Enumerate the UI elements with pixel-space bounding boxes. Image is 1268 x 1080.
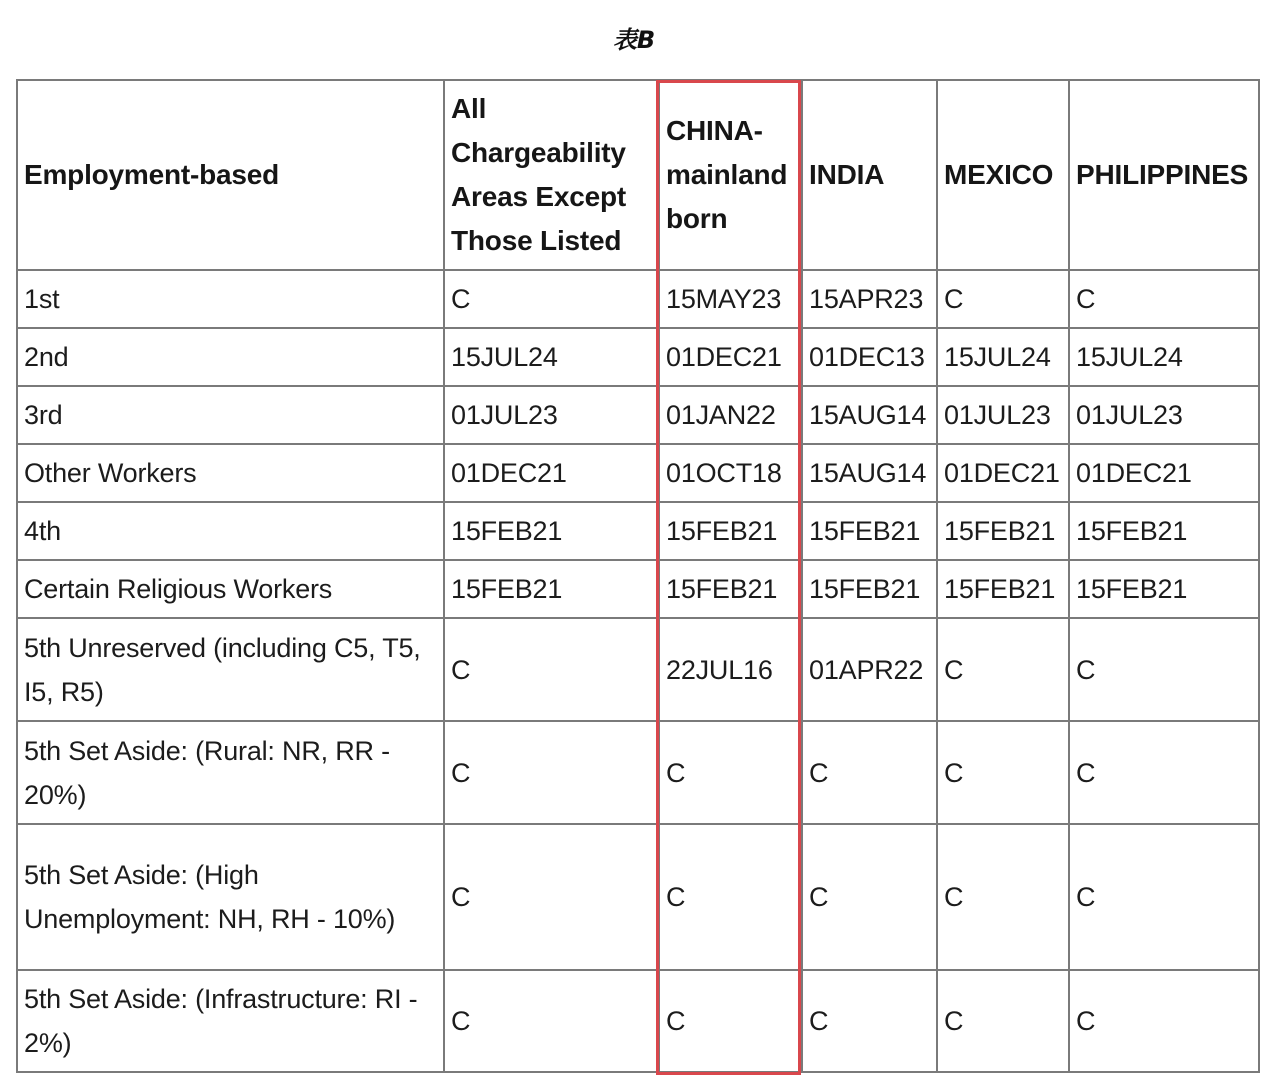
cell-mexico: 01JUL23 xyxy=(937,386,1069,444)
cell-china: C xyxy=(659,824,802,970)
table-row xyxy=(17,618,1259,721)
table-row xyxy=(17,721,1259,824)
row-category: 1st xyxy=(17,270,444,328)
cell-mexico: C xyxy=(937,824,1069,970)
cell-india: C xyxy=(802,824,937,970)
cell-all: 01JUL23 xyxy=(444,386,659,444)
cell-philippines: C xyxy=(1069,270,1259,328)
cell-all: 15FEB21 xyxy=(444,502,659,560)
header-philippines: PHILIPPINES xyxy=(1069,80,1259,270)
cell-india: 15FEB21 xyxy=(802,560,937,618)
header-all-chargeability: All Chargeability Areas Except Those Listed xyxy=(444,80,659,270)
table-row xyxy=(17,502,1259,560)
cell-china: 01OCT18 xyxy=(659,444,802,502)
row-category: Certain Religious Workers xyxy=(17,560,444,618)
cell-china: 22JUL16 xyxy=(659,618,802,721)
table-row xyxy=(17,970,1259,1072)
cell-china: 15FEB21 xyxy=(659,502,802,560)
table-row xyxy=(17,444,1259,502)
header-india: INDIA xyxy=(802,80,937,270)
table-title: 表B xyxy=(612,26,656,54)
cell-all: C xyxy=(444,970,659,1072)
cell-india: 15FEB21 xyxy=(802,502,937,560)
table-row xyxy=(17,560,1259,618)
row-category: 5th Set Aside: (Rural: NR, RR - 20%) xyxy=(17,721,444,824)
row-category: 2nd xyxy=(17,328,444,386)
cell-mexico: 15FEB21 xyxy=(937,560,1069,618)
cell-philippines: C xyxy=(1069,721,1259,824)
cell-mexico: C xyxy=(937,618,1069,721)
row-category: Other Workers xyxy=(17,444,444,502)
cell-all: C xyxy=(444,270,659,328)
cell-india: C xyxy=(802,721,937,824)
table-header-row xyxy=(17,80,1259,270)
cell-india: C xyxy=(802,970,937,1072)
cell-india: 15APR23 xyxy=(802,270,937,328)
table-row xyxy=(17,824,1259,970)
cell-mexico: C xyxy=(937,270,1069,328)
cell-philippines: C xyxy=(1069,618,1259,721)
cell-china: 01JAN22 xyxy=(659,386,802,444)
cell-mexico: 01DEC21 xyxy=(937,444,1069,502)
cell-india: 15AUG14 xyxy=(802,386,937,444)
cell-mexico: 15JUL24 xyxy=(937,328,1069,386)
cell-mexico: C xyxy=(937,970,1069,1072)
cell-all: 01DEC21 xyxy=(444,444,659,502)
cell-india: 01DEC13 xyxy=(802,328,937,386)
cell-philippines: 15JUL24 xyxy=(1069,328,1259,386)
cell-all: C xyxy=(444,618,659,721)
cell-philippines: C xyxy=(1069,970,1259,1072)
cell-philippines: 15FEB21 xyxy=(1069,502,1259,560)
row-category: 4th xyxy=(17,502,444,560)
cell-china: 15MAY23 xyxy=(659,270,802,328)
cell-philippines: 01JUL23 xyxy=(1069,386,1259,444)
final-action-dates-table xyxy=(16,79,1260,1073)
row-category: 5th Unreserved (including C5, T5, I5, R5) xyxy=(17,618,444,721)
header-mexico: MEXICO xyxy=(937,80,1069,270)
cell-all: C xyxy=(444,721,659,824)
cell-china: C xyxy=(659,721,802,824)
cell-all: C xyxy=(444,824,659,970)
cell-all: 15FEB21 xyxy=(444,560,659,618)
table-row xyxy=(17,328,1259,386)
cell-mexico: C xyxy=(937,721,1069,824)
cell-all: 15JUL24 xyxy=(444,328,659,386)
cell-china: C xyxy=(659,970,802,1072)
cell-india: 15AUG14 xyxy=(802,444,937,502)
cell-china: 15FEB21 xyxy=(659,560,802,618)
cell-philippines: 01DEC21 xyxy=(1069,444,1259,502)
cell-china: 01DEC21 xyxy=(659,328,802,386)
cell-india: 01APR22 xyxy=(802,618,937,721)
cell-philippines: 15FEB21 xyxy=(1069,560,1259,618)
row-category: 5th Set Aside: (Infrastructure: RI - 2%) xyxy=(17,970,444,1072)
cell-philippines: C xyxy=(1069,824,1259,970)
table-row xyxy=(17,386,1259,444)
cell-mexico: 15FEB21 xyxy=(937,502,1069,560)
header-employment-based: Employment-based xyxy=(17,80,444,270)
table-row xyxy=(17,270,1259,328)
header-china: CHINA-mainland born xyxy=(659,80,802,270)
row-category: 3rd xyxy=(17,386,444,444)
row-category: 5th Set Aside: (High Unemployment: NH, RH - 10%) xyxy=(17,824,444,970)
